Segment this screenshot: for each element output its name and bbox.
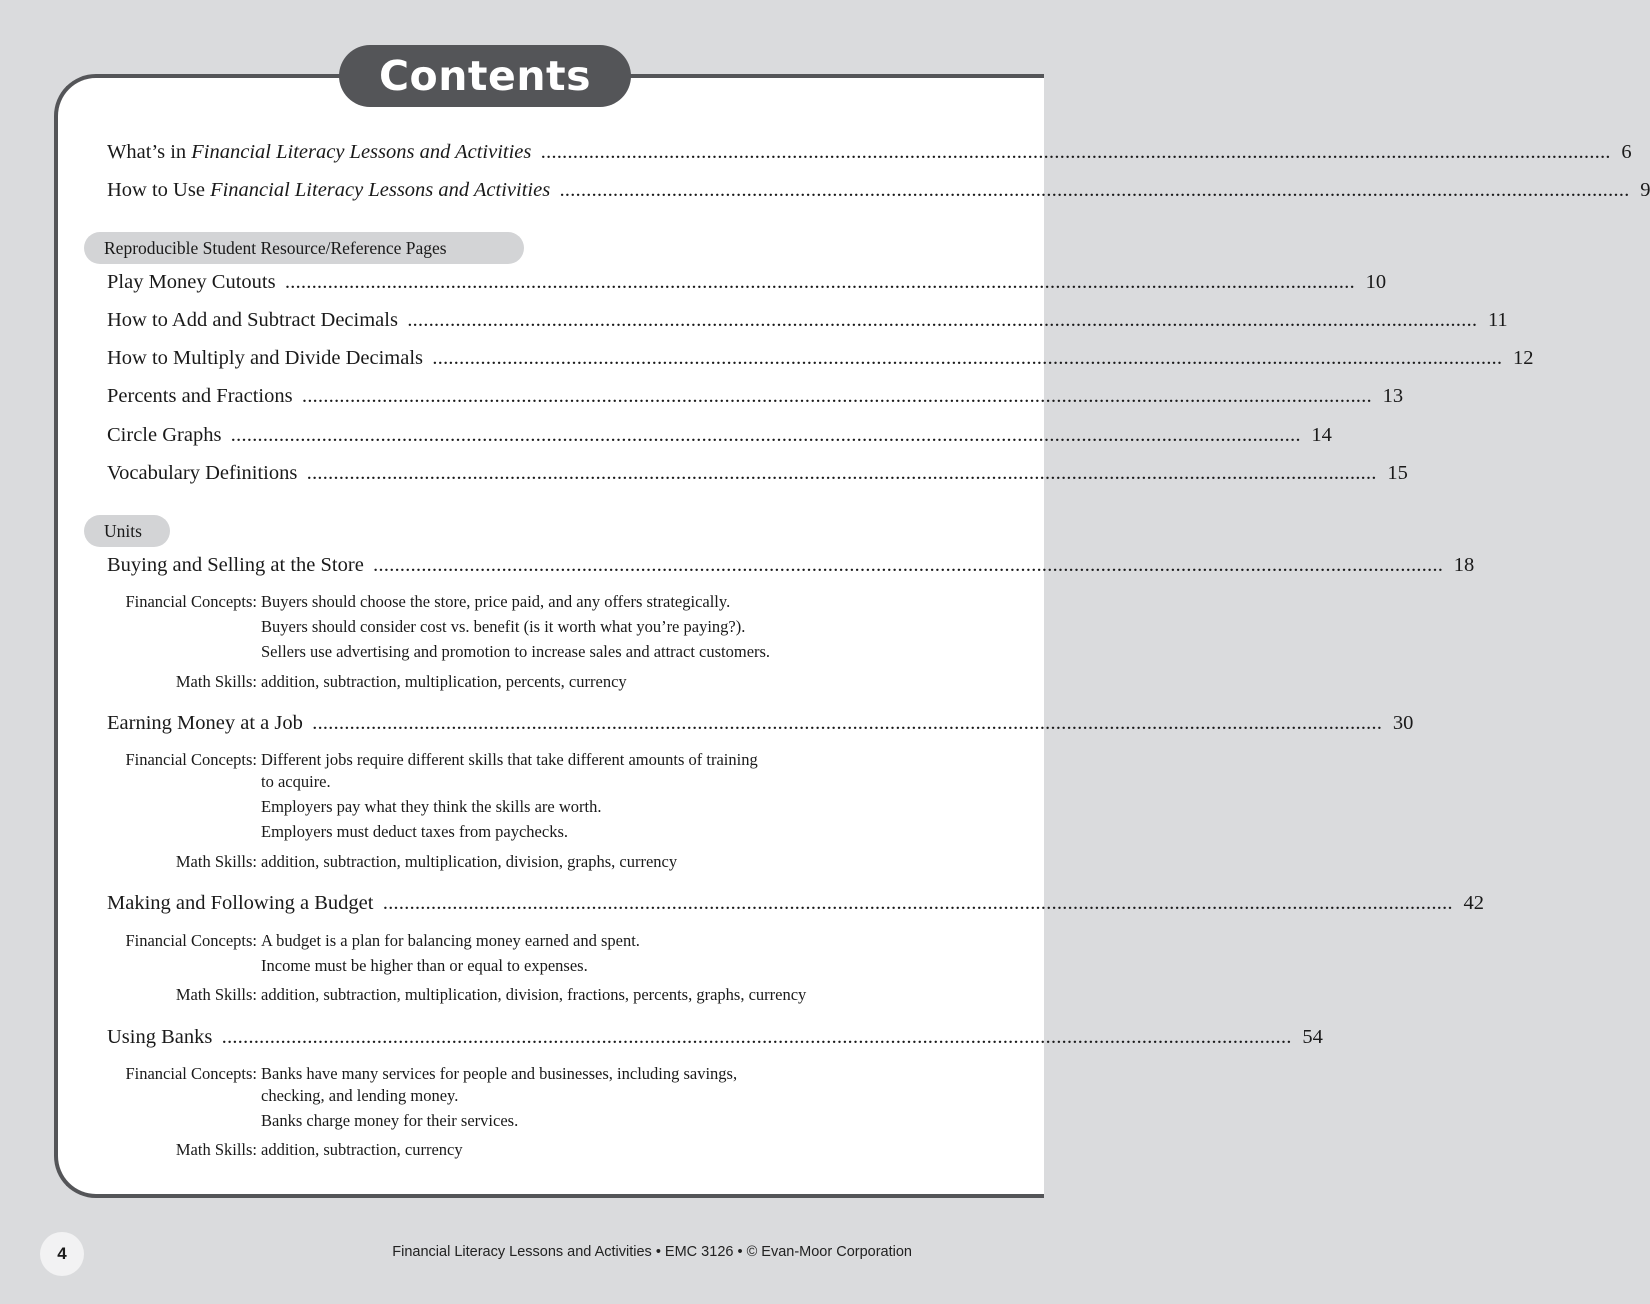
toc-entry-unit[interactable] (107, 712, 1414, 742)
toc-entry-label: What’s in Financial Literacy Lessons and Activities (107, 141, 532, 163)
concept-line: Buyers should choose the store, price paid, and any offers strategically. (261, 592, 731, 611)
toc-entry[interactable] (107, 271, 1387, 301)
leader-dots: ........................................................................................................................................................................................................ (285, 276, 1356, 292)
math-skills-label: Math Skills: (175, 672, 257, 691)
financial-concepts-label: Financial Concepts: (125, 750, 257, 769)
page-number: 4 (40, 1232, 84, 1276)
toc-entry-page: 9 (1640, 179, 1650, 201)
leader-dots: ........................................................................................................................................................................................................ (383, 897, 1454, 913)
toc-entry-unit[interactable] (107, 1026, 1323, 1056)
math-skills-text: addition, subtraction, currency (261, 1140, 463, 1159)
toc-entry-page: 12 (1513, 347, 1534, 369)
toc-entry-label: Circle Graphs (107, 424, 222, 446)
footer-credit: Financial Literacy Lessons and Activities • EMC 3126 • © Evan-Moor Corporation (392, 1244, 912, 1260)
toc-entry-label: Using Banks (107, 1026, 213, 1048)
leader-dots: ........................................................................................................................................................................................................ (433, 352, 1503, 368)
financial-concepts-label: Financial Concepts: (125, 592, 257, 611)
toc-entry-label: Earning Money at a Job (107, 712, 303, 734)
toc-entry[interactable] (107, 179, 1650, 209)
concept-line: Income must be higher than or equal to expenses. (261, 956, 588, 975)
concept-line: Employers must deduct taxes from paychecks. (261, 822, 568, 841)
math-skills-text: addition, subtraction, multiplication, division, fractions, percents, graphs, currency (261, 985, 807, 1004)
concept-line: Different jobs require different skills that take different amounts of training (261, 750, 758, 769)
toc-entry-unit[interactable] (107, 892, 1484, 922)
toc-entry-page: 30 (1392, 712, 1414, 734)
math-skills-text: addition, subtraction, multiplication, division, graphs, currency (261, 852, 678, 871)
math-skills-text: addition, subtraction, multiplication, percents, currency (261, 672, 627, 691)
leader-dots: ........................................................................................................................................................................................................ (302, 390, 1373, 406)
math-skills-label: Math Skills: (175, 1140, 257, 1159)
toc-entry-unit[interactable] (107, 554, 1475, 584)
financial-concepts-label: Financial Concepts: (125, 931, 257, 950)
toc-entry-label: How to Use Financial Literacy Lessons and Activities (107, 179, 551, 201)
toc-entry-label: Making and Following a Budget (107, 892, 374, 914)
toc-entry-page: 42 (1463, 892, 1484, 914)
toc-entry-label: How to Multiply and Divide Decimals (107, 347, 423, 369)
toc-entry[interactable] (107, 347, 1534, 377)
toc-entry-page: 18 (1453, 554, 1475, 576)
concept-line: Employers pay what they think the skills are worth. (261, 797, 602, 816)
concept-line: Buyers should consider cost vs. benefit (is it worth what you’re paying?). (261, 617, 746, 636)
concept-line: Banks have many services for people and businesses, including savings, (261, 1064, 738, 1083)
toc-entry-label: Buying and Selling at the Store (107, 554, 364, 576)
toc-entry-page: 54 (1302, 1026, 1323, 1048)
toc-entry-label: Play Money Cutouts (107, 271, 276, 293)
section-heading-units: Units (84, 515, 170, 547)
toc-entry-page: 15 (1387, 462, 1408, 484)
toc-entry-label: Vocabulary Definitions (107, 462, 298, 484)
leader-dots: ........................................................................................................................................................................................................ (222, 1031, 1293, 1047)
concept-line: Sellers use advertising and promotion to increase sales and attract customers. (261, 642, 771, 661)
toc-entry[interactable] (107, 424, 1332, 454)
toc-entry-page: 14 (1311, 424, 1332, 446)
concept-line: A budget is a plan for balancing money earned and spent. (261, 931, 640, 950)
toc-entry-page: 13 (1382, 385, 1404, 407)
leader-dots: ........................................................................................................................................................................................................ (312, 717, 1383, 733)
math-skills-label: Math Skills: (175, 852, 257, 871)
toc-entry[interactable] (107, 309, 1508, 339)
toc-entry[interactable] (107, 141, 1632, 171)
concept-line: checking, and lending money. (261, 1086, 459, 1105)
toc-entry-page: 6 (1621, 141, 1632, 163)
concept-line: to acquire. (261, 772, 331, 791)
leader-dots: ........................................................................................................................................................................................................ (373, 559, 1444, 575)
leader-dots: ........................................................................................................................................................................................................ (541, 146, 1612, 162)
toc-entry-page: 10 (1365, 271, 1387, 293)
leader-dots: ........................................................................................................................................................................................................ (231, 429, 1302, 445)
toc-entry[interactable] (107, 462, 1408, 492)
section-heading-resources: Reproducible Student Resource/Reference Pages (84, 232, 524, 264)
leader-dots: ........................................................................................................................................................................................................ (407, 314, 1478, 330)
math-skills-label: Math Skills: (175, 985, 257, 1004)
toc-entry[interactable] (107, 385, 1404, 415)
toc-entry-page: 11 (1487, 309, 1508, 331)
leader-dots: ........................................................................................................................................................................................................ (307, 467, 1378, 483)
financial-concepts-label: Financial Concepts: (125, 1064, 257, 1083)
concept-line: Banks charge money for their services. (261, 1111, 519, 1130)
page-title: Contents (339, 45, 631, 107)
leader-dots: ........................................................................................................................................................................................................ (560, 184, 1631, 200)
toc-entry-label: Percents and Fractions (107, 385, 293, 407)
toc-entry-label: How to Add and Subtract Decimals (107, 309, 398, 331)
